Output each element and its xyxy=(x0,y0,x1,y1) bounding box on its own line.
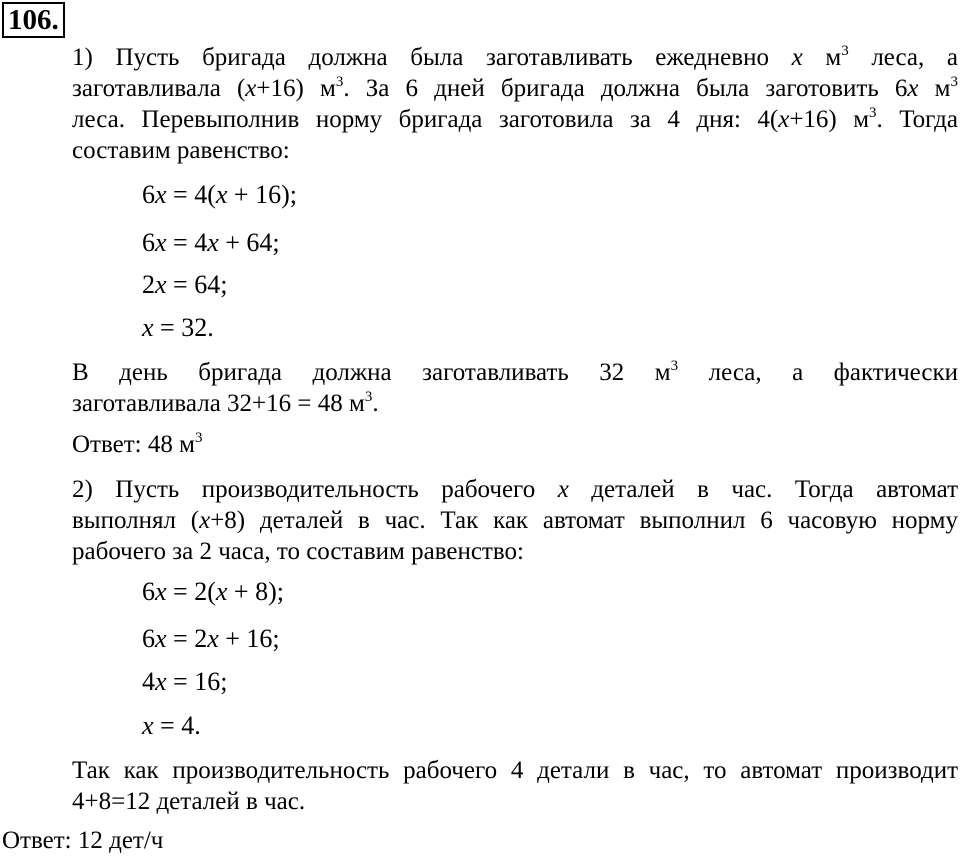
part2-equation-3: 4x = 16; xyxy=(142,667,228,696)
part2-conclusion-line-2: 4+8=12 деталей в час. xyxy=(72,788,306,815)
part1-equation-4: x = 32. xyxy=(142,313,214,342)
part1-conclusion-line-2: заготавливала 32+16 = 48 $м^3$. xyxy=(72,389,379,417)
part2-answer: Ответ: 12 дет/ч xyxy=(2,827,164,854)
part1-intro-line-3: леса. Перевыполнив норму бригада заготовила за 4 дня: 4(x+16) $м^3$. Тогда xyxy=(72,105,958,133)
part1-answer: Ответ: 48 $м^3$ xyxy=(72,430,203,458)
part1-intro-line-1: 1) Пусть бригада должна была заготавливать ежедневно x $м^3$ леса, а xyxy=(72,43,959,71)
part2-intro-line-2: выполнял (x+8) деталей в час. Так как автомат выполнил 6 часовую норму xyxy=(72,507,958,534)
part1-conclusion-line-1: В день бригада должна заготавливать 32 $м^3$ леса, а фактически xyxy=(72,358,958,386)
part1-equation-3: 2x = 64; xyxy=(142,270,228,299)
part2-conclusion-line-1: Так как производительность рабочего 4 детали в час, то автомат производит xyxy=(72,757,958,784)
part2-equation-2: 6x = 2x + 16; xyxy=(142,624,280,653)
part2-intro-line-3: рабочего за 2 часа, то составим равенство: xyxy=(72,538,524,565)
part1-equation-1: 6x = 4(x + 16); xyxy=(142,180,297,209)
part2-equation-4: x = 4. xyxy=(142,711,201,740)
part2-intro-line-1: 2) Пусть производительность рабочего x деталей в час. Тогда автомат xyxy=(72,476,958,503)
part1-equation-2: 6x = 4x + 64; xyxy=(142,228,280,257)
part1-intro-line-4: составим равенство: xyxy=(72,137,290,164)
problem-number: 106. xyxy=(2,2,65,38)
part1-intro-line-2: заготавливала (x+16) $м^3$. За 6 дней бригада должна была заготовить 6x $м^3$ xyxy=(72,74,958,102)
part2-equation-1: 6x = 2(x + 8); xyxy=(142,577,284,606)
